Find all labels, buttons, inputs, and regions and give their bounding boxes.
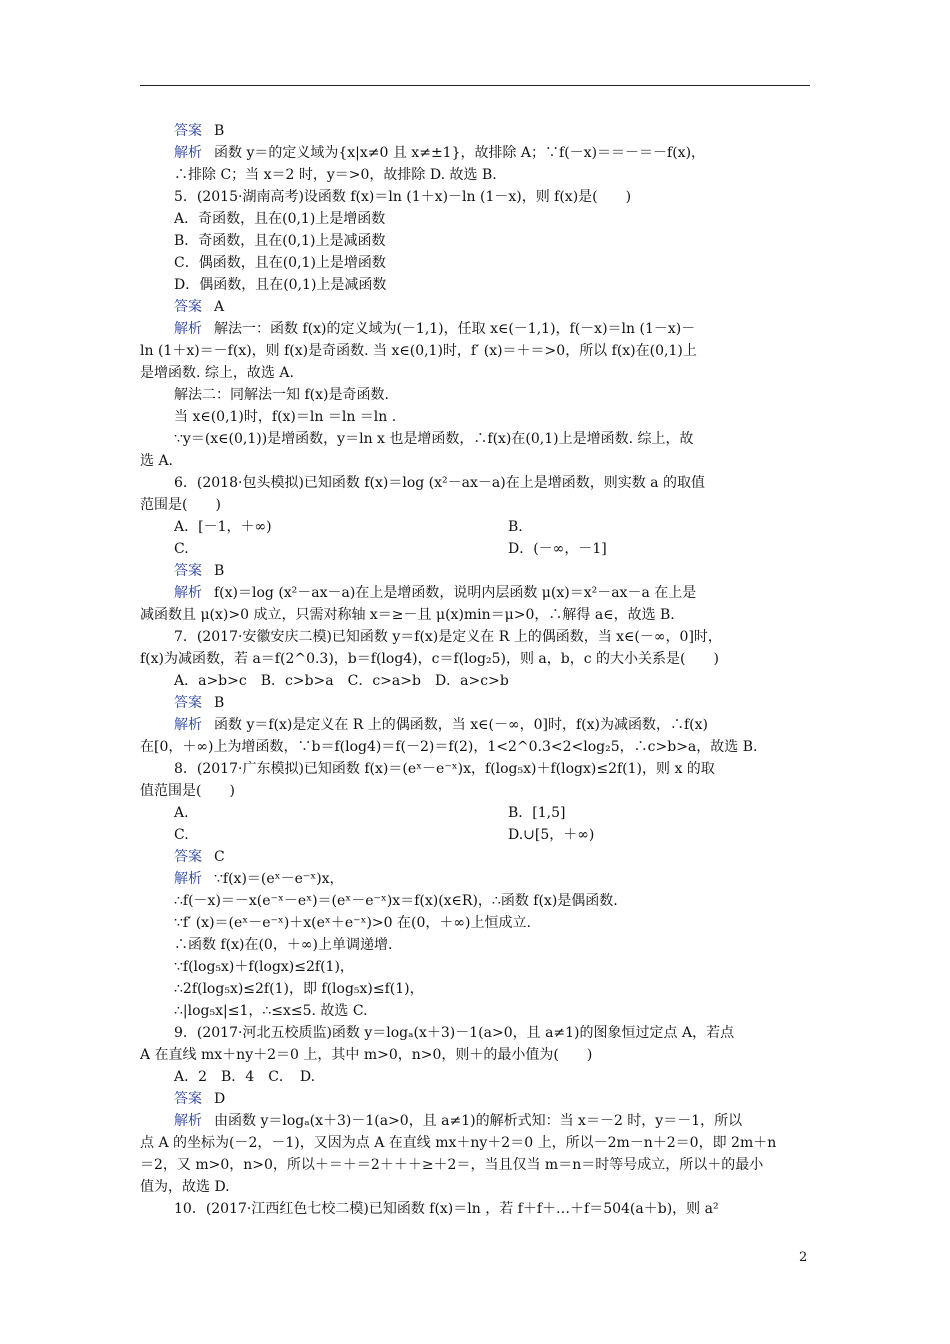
line-text: 7．(2017·安徽安庆二模)已知函数 y＝f(x)是定义在 R 上的偶函数，当 x∈(－∞，0]时， xyxy=(174,629,722,645)
answer-label: 答案 xyxy=(174,1091,202,1107)
line-text: 5．(2015·湖南高考)设函数 f(x)＝ln (1＋x)－ln (1－x)，则 f(x)是( ) xyxy=(174,189,632,205)
analysis-label: 解析 xyxy=(174,1113,202,1129)
line-text: 由函数 y＝logₐ(x＋3)－1(a>0，且 a≠1)的解析式知：当 x＝－2 时，y＝－1，所以 xyxy=(214,1113,743,1129)
text-line xyxy=(140,362,812,384)
text-line xyxy=(140,384,812,406)
option-cell: B．[1,5] xyxy=(508,805,566,821)
text-line xyxy=(140,846,812,868)
text-line xyxy=(140,472,812,494)
line-text: 在[0，＋∞)上为增函数，∵b＝f(log4)＝f(－2)＝f(2)，1<2^0.3<2<log₂5，∴c>b>a，故选 B. xyxy=(140,739,758,755)
line-text: B．奇函数，且在(0,1)上是减函数 xyxy=(174,233,386,249)
text-line xyxy=(140,296,812,318)
line-text: A．2 B．4 C． D. xyxy=(174,1069,316,1085)
option-cell: B. xyxy=(508,519,523,535)
text-line xyxy=(140,824,812,846)
text-line xyxy=(140,1176,812,1198)
line-text: 选 A. xyxy=(140,453,174,469)
text-line xyxy=(140,1066,812,1088)
text-line xyxy=(140,406,812,428)
line-text: 是增函数. 综上，故选 A. xyxy=(140,365,294,381)
line-text: A．a>b>c B．c>b>a C．c>a>b D．a>c>b xyxy=(174,673,509,689)
text-line xyxy=(140,956,812,978)
line-text: 范围是( ) xyxy=(140,497,221,513)
analysis-label: 解析 xyxy=(174,717,202,733)
text-line xyxy=(140,428,812,450)
line-text: A．奇函数，且在(0,1)上是增函数 xyxy=(174,211,386,227)
text-line xyxy=(140,670,812,692)
line-text: ∴f(－x)＝－x(e⁻ˣ－eˣ)＝(eˣ－e⁻ˣ)x＝f(x)(x∈R)，∴函数 f(x)是偶函数. xyxy=(174,893,618,909)
text-line xyxy=(140,934,812,956)
text-line xyxy=(140,538,812,560)
text-line xyxy=(140,604,812,626)
line-text: ＝2，又 m>0，n>0，所以＋＝＋＝2＋＋＋≥＋2＝，当且仅当 m＝n＝时等号成立，所以＋的最小 xyxy=(140,1157,764,1173)
text-line xyxy=(140,714,812,736)
text-line xyxy=(140,516,812,538)
line-text: B xyxy=(214,123,225,139)
line-text: 解法二：同解法一知 f(x)是奇函数. xyxy=(174,387,389,403)
page-number: 2 xyxy=(799,1250,808,1265)
text-line xyxy=(140,252,812,274)
text-line xyxy=(140,758,812,780)
line-text: ∵y＝(x∈(0,1))是增函数，y＝ln x 也是增函数，∴f(x)在(0,1)上是增函数. 综上，故 xyxy=(174,431,694,447)
analysis-label: 解析 xyxy=(174,585,202,601)
line-text: 8．(2017·广东模拟)已知函数 f(x)＝(eˣ－e⁻ˣ)x，f(log₅x)＋f(logx)≤2f(1)，则 x 的取 xyxy=(174,761,715,777)
header-rule xyxy=(140,85,810,86)
line-text: 函数 y＝f(x)是定义在 R 上的偶函数，当 x∈(－∞，0]时，f(x)为减函数，∴f(x) xyxy=(214,717,709,733)
text-line xyxy=(140,318,812,340)
text-line xyxy=(140,142,812,164)
answer-label: 答案 xyxy=(174,563,202,579)
line-text: 函数 y＝的定义域为{x|x≠0 且 x≠±1}，故排除 A；∵f(－x)＝＝－＝－f(x)， xyxy=(214,145,706,161)
line-text: ln (1＋x)＝－f(x)，则 f(x)是奇函数. 当 x∈(0,1)时，f′ (x)＝＋＝>0，所以 f(x)在(0,1)上 xyxy=(140,343,697,359)
text-line xyxy=(140,802,812,824)
line-text: D xyxy=(214,1091,226,1107)
text-line xyxy=(140,274,812,296)
text-line xyxy=(140,494,812,516)
answer-label: 答案 xyxy=(174,299,202,315)
analysis-label: 解析 xyxy=(174,145,202,161)
text-line xyxy=(140,1198,812,1220)
option-cell: D．(－∞，－1] xyxy=(508,541,607,557)
text-line xyxy=(140,164,812,186)
line-text: ∴2f(log₅x)≤2f(1)，即 f(log₅x)≤f(1)， xyxy=(174,981,424,997)
text-line xyxy=(140,780,812,802)
line-text: 6．(2018·包头模拟)已知函数 f(x)＝log (x²－ax－a)在上是增函数，则实数 a 的取值 xyxy=(174,475,705,491)
text-line xyxy=(140,582,812,604)
line-text: 减函数且 μ(x)>0 成立，只需对称轴 x＝≥－且 μ(x)min＝μ>0，∴解得 a∈，故选 B. xyxy=(140,607,675,623)
line-text: 解法一：函数 f(x)的定义域为(－1,1)，任取 x∈(－1,1)，f(－x)＝ln (1－x)－ xyxy=(214,321,696,337)
line-text: ∴函数 f(x)在(0，＋∞)上单调递增. xyxy=(174,937,393,953)
line-text: f(x)为减函数，若 a＝f(2^0.3)，b＝f(log4)，c＝f(log₂5)，则 a，b，c 的大小关系是( ) xyxy=(140,651,719,667)
text-line xyxy=(140,208,812,230)
line-text: C xyxy=(214,849,225,865)
text-line xyxy=(140,450,812,472)
line-text: ∵f′ (x)＝(eˣ－e⁻ˣ)＋x(eˣ＋e⁻ˣ)>0 在(0，＋∞)上恒成立. xyxy=(174,915,531,931)
text-line xyxy=(140,626,812,648)
text-line xyxy=(140,230,812,252)
text-line xyxy=(140,1110,812,1132)
line-text: ∵f(log₅x)＋f(logx)≤2f(1)， xyxy=(174,959,354,975)
option-cell: C. xyxy=(174,827,189,843)
answer-label: 答案 xyxy=(174,123,202,139)
text-line xyxy=(140,340,812,362)
answer-label: 答案 xyxy=(174,849,202,865)
text-line xyxy=(140,1154,812,1176)
text-line xyxy=(140,648,812,670)
answer-label: 答案 xyxy=(174,695,202,711)
text-line xyxy=(140,692,812,714)
text-line xyxy=(140,1088,812,1110)
line-text: A 在直线 mx＋ny＋2＝0 上，其中 m>0，n>0，则＋的最小值为( ) xyxy=(140,1047,593,1063)
option-cell: D.∪[5，＋∞) xyxy=(508,827,595,843)
text-line xyxy=(140,736,812,758)
text-line xyxy=(140,1044,812,1066)
line-text: C．偶函数，且在(0,1)上是增函数 xyxy=(174,255,386,271)
text-line xyxy=(140,560,812,582)
line-text: f(x)＝log (x²－ax－a)在上是增函数，说明内层函数 μ(x)＝x²－ax－a 在上是 xyxy=(214,585,697,601)
line-text: B xyxy=(214,695,225,711)
line-text: 10．(2017·江西红色七校二模)已知函数 f(x)＝ln ，若 f＋f＋…＋f＝504(a＋b)，则 a² xyxy=(174,1201,719,1217)
line-text: 点 A 的坐标为(－2，－1)，又因为点 A 在直线 mx＋ny＋2＝0 上，所以－2m－n＋2＝0，即 2m＋n xyxy=(140,1135,777,1151)
line-text: ∴|log₅x|≤1，∴≤x≤5. 故选 C. xyxy=(174,1003,368,1019)
document-body xyxy=(140,120,812,1220)
line-text: ∵f(x)＝(eˣ－e⁻ˣ)x， xyxy=(214,871,344,887)
line-text: D．偶函数，且在(0,1)上是减函数 xyxy=(174,277,387,293)
option-cell: A. xyxy=(174,805,189,821)
option-cell: C. xyxy=(174,541,189,557)
line-text: A xyxy=(214,299,225,315)
text-line xyxy=(140,912,812,934)
text-line xyxy=(140,1022,812,1044)
line-text: 9．(2017·河北五校质监)函数 y＝logₐ(x＋3)－1(a>0，且 a≠1)的图象恒过定点 A，若点 xyxy=(174,1025,735,1041)
text-line xyxy=(140,1000,812,1022)
text-line xyxy=(140,890,812,912)
line-text: ∴排除 C；当 x＝2 时，y＝>0，故排除 D. 故选 B. xyxy=(174,167,497,183)
option-cell: A．[－1，＋∞) xyxy=(174,519,272,535)
text-line xyxy=(140,868,812,890)
line-text: B xyxy=(214,563,225,579)
text-line xyxy=(140,186,812,208)
analysis-label: 解析 xyxy=(174,321,202,337)
text-line xyxy=(140,978,812,1000)
line-text: 值范围是( ) xyxy=(140,783,235,799)
analysis-label: 解析 xyxy=(174,871,202,887)
text-line xyxy=(140,1132,812,1154)
line-text: 当 x∈(0,1)时，f(x)＝ln ＝ln ＝ln . xyxy=(174,409,397,425)
line-text: 值为，故选 D. xyxy=(140,1179,230,1195)
text-line xyxy=(140,120,812,142)
